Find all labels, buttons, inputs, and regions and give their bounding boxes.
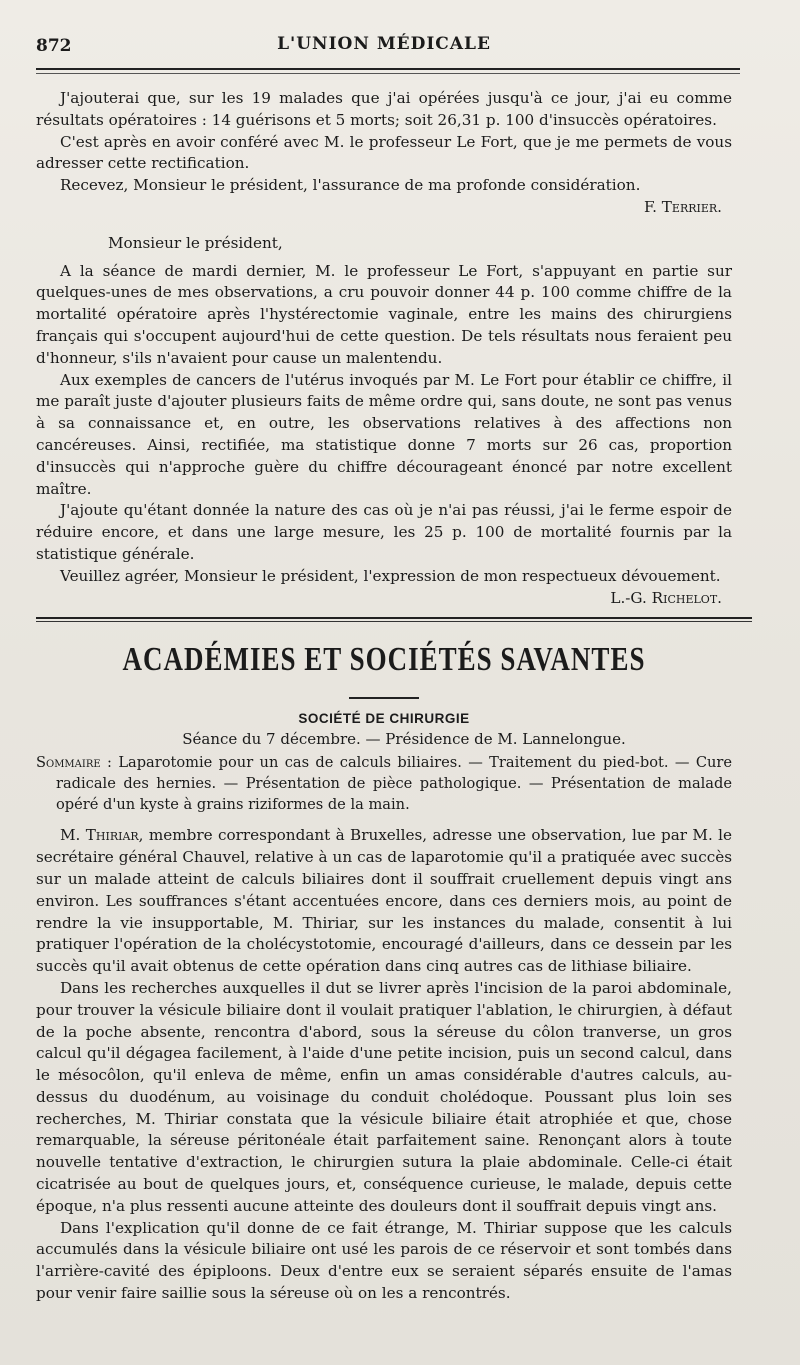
author-name: M. Thiriar <box>60 826 139 845</box>
letter-richelot <box>36 233 732 610</box>
signature-richelot: L.-G. Richelot. <box>610 588 722 607</box>
header-rule-thin <box>36 73 740 74</box>
letter-terrier <box>36 88 732 219</box>
paragraph: C'est après en avoir conféré avec M. le professeur Le Fort, que je me permets de vous adresser cette rectification. <box>36 132 732 173</box>
section-divider <box>36 617 752 622</box>
paragraph: Dans les recherches auxquelles il dut se livrer après l'incision de la paroi abdominale, pour trouver la vésicule biliaire dont il voulait pratiquer l'ablation, le chirurgien, à défaut de la poche absente, rencontra d'abord, sous la séreuse du côlon tranverse, un gros calcul qu'il dégagea facilement, à l'aide d'une petite incision, puis un second calcul, dans le mésocôlon, qu'il enleva de même, enfin un amas considérable d'autres calculs, au-dessus du duodénum, au voisinage du conduit cholédoque. Poussant plus loin ses recherches, M. Thiriar constata que la vésicule biliaire était atrophiée et que, chose remarquable, la séreuse péritonéale était parfaitement saine. Renonçant alors à toute nouvelle tentative d'extraction, le chirurgien sutura la plaie abdominale. Celle-ci était cicatrisée au bout de quelques jours, et, conséquence curieuse, le malade, depuis cette époque, n'a plus ressenti aucune atteinte des douleurs dont il souffrait depuis vingt ans. <box>36 978 732 1215</box>
sommaire <box>36 752 732 815</box>
paragraph: Dans l'explication qu'il donne de ce fait étrange, M. Thiriar suppose que les calculs accumulés dans la vésicule biliaire ont usé les parois de ce réservoir et sont tombés dans l'arrière-cavité des épiploons. Deux d'entre eux se seraient séparés ensuite de l'amas pour venir faire saillie sous la séreuse où on les a rencontrés. <box>36 1218 732 1303</box>
section-title: ACADÉMIES ET SOCIÉTÉS SAVANTES <box>122 640 646 678</box>
paragraph: J'ajoute qu'étant donnée la nature des cas où je n'ai pas réussi, j'ai le ferme espoir de réduire encore, et dans une large mesure, les 25 p. 100 de mortalité fournis par la statistique générale. <box>36 501 732 563</box>
sommaire-label: Sommaire <box>36 754 101 772</box>
page-number: 872 <box>36 36 72 56</box>
paragraph <box>36 825 732 978</box>
paragraph: Recevez, Monsieur le président, l'assurance de ma profonde considération. <box>60 176 641 195</box>
sommaire-text: : Laparotomie pour un cas de calculs biliaires. — Traitement du pied-bot. — Cure radicale des hernies. — Présentation de pièce pathologique. — Présentation de malade opéré d'un kyste à grains riziformes de la main. <box>56 754 732 814</box>
page-header <box>36 30 732 58</box>
salutation: Monsieur le président, <box>108 233 283 252</box>
paragraph: A la séance de mardi dernier, M. le professeur Le Fort, s'appuyant en partie sur quelques-unes de mes observations, a cru pouvoir donner 44 p. 100 comme chiffre de la mortalité opératoire après l'hystérectomie vaginale, entre les mains des chirurgiens français qui s'occupent aujourd'hui de cette question. De tels résultats nous feraient peu d'honneur, s'ils n'avaient pour cause un malentendu. <box>36 261 732 367</box>
running-title: L'UNION MÉDICALE <box>277 34 491 54</box>
seance-line: Séance du 7 décembre. — Présidence de M. Lannelongue. <box>182 730 626 749</box>
paragraph: Veuillez agréer, Monsieur le président, l'expression de mon respectueux dévouement. <box>60 566 721 585</box>
paragraph: Aux exemples de cancers de l'utérus invoqués par M. Le Fort pour établir ce chiffre, il me paraît juste d'ajouter plusieurs faits de même ordre qui, sans doute, ne sont pas venus à sa connaissance et, en outre, les observations relatives à des affections non cancéreuses. Ainsi, rectifiée, ma statistique donne 7 morts sur 26 cas, proportion d'insuccès qui n'approche guère du chiffre décourageant énoncé par notre excellent maître. <box>36 370 732 498</box>
title-rule <box>349 697 419 699</box>
paragraph: J'ajouterai que, sur les 19 malades que j'ai opérées jusqu'à ce jour, j'ai eu comme résultats opératoires : 14 guérisons et 5 morts; soit 26,31 p. 100 d'insuccès opératoires. <box>36 89 732 129</box>
society-title: SOCIÉTÉ DE CHIRURGIE <box>298 711 470 727</box>
signature-terrier: F. Terrier. <box>643 197 722 216</box>
paragraph-text: , membre correspondant à Bruxelles, adresse une observation, lue par M. le secrétaire général Chauvel, relative à un cas de laparotomie qu'il a pratiquée avec succès sur un malade atteint de calculs biliaires dont il souffrait cruellement depuis vingt ans environ. Les souffrances s'étant accentuées encore, dans ces derniers mois, au point de rendre la vie insupportable, M. Thiriar, sur les instances du malade, consentit à lui pratiquer l'opération de la cholécystotomie, encouragé d'ailleurs, dans ce dessein par les succès qu'il avait obtenus de cette opération dans cinq autres cas de lithiase biliaire. <box>36 826 732 976</box>
header-rule <box>36 68 740 70</box>
report-body <box>36 825 732 1305</box>
